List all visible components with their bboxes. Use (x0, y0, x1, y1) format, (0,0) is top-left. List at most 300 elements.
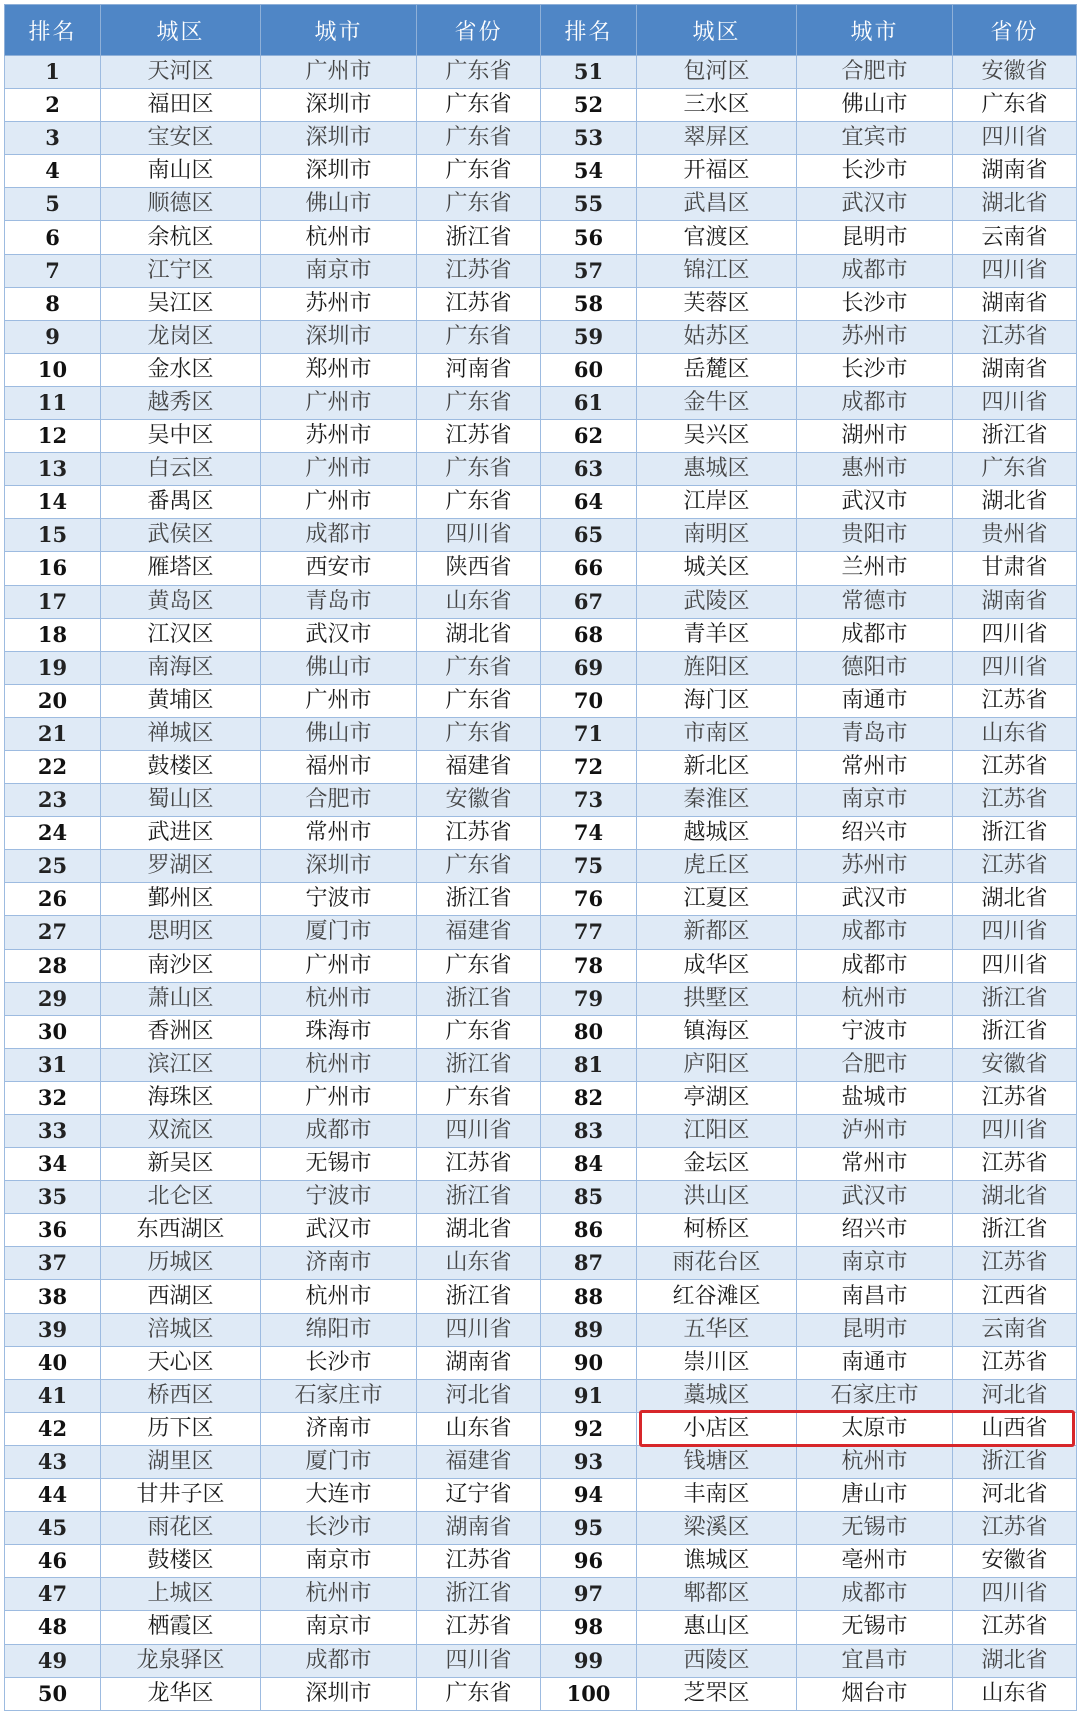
cell-city-right: 杭州市 (797, 1445, 953, 1478)
cell-province-right: 广东省 (953, 89, 1077, 122)
cell-rank-left: 10 (5, 353, 101, 386)
cell-province-left: 江苏省 (417, 817, 541, 850)
cell-rank-left: 45 (5, 1512, 101, 1545)
cell-province-left: 广东省 (417, 1081, 541, 1114)
cell-district-left: 天心区 (101, 1346, 261, 1379)
cell-district-left: 南海区 (101, 651, 261, 684)
cell-district-right: 江阳区 (637, 1115, 797, 1148)
cell-province-left: 广东省 (417, 188, 541, 221)
table-row (5, 1247, 1077, 1280)
cell-city-right: 德阳市 (797, 651, 953, 684)
cell-province-right: 四川省 (953, 1115, 1077, 1148)
table-row (5, 916, 1077, 949)
cell-district-left: 历城区 (101, 1247, 261, 1280)
cell-province-left: 广东省 (417, 949, 541, 982)
cell-city-right: 成都市 (797, 949, 953, 982)
cell-district-left: 金水区 (101, 353, 261, 386)
cell-province-right: 江西省 (953, 1280, 1077, 1313)
cell-district-left: 桥西区 (101, 1379, 261, 1412)
cell-city-right: 无锡市 (797, 1611, 953, 1644)
cell-city-right: 宜宾市 (797, 122, 953, 155)
cell-province-left: 浙江省 (417, 1280, 541, 1313)
cell-city-right: 成都市 (797, 254, 953, 287)
table-row (5, 1081, 1077, 1114)
cell-province-left: 广东省 (417, 386, 541, 419)
cell-rank-right: 68 (541, 618, 637, 651)
cell-city-left: 深圳市 (261, 155, 417, 188)
cell-rank-left: 50 (5, 1677, 101, 1710)
cell-district-right: 三水区 (637, 89, 797, 122)
table-row (5, 1313, 1077, 1346)
cell-city-left: 成都市 (261, 1644, 417, 1677)
cell-province-left: 浙江省 (417, 883, 541, 916)
cell-city-right: 合肥市 (797, 56, 953, 89)
table-row (5, 817, 1077, 850)
cell-district-right: 官渡区 (637, 221, 797, 254)
cell-rank-right: 67 (541, 585, 637, 618)
cell-city-left: 广州市 (261, 684, 417, 717)
cell-district-right: 藁城区 (637, 1379, 797, 1412)
cell-province-right: 湖北省 (953, 883, 1077, 916)
cell-province-right: 四川省 (953, 651, 1077, 684)
table-row (5, 155, 1077, 188)
cell-city-right: 石家庄市 (797, 1379, 953, 1412)
cell-district-right: 芝罘区 (637, 1677, 797, 1710)
cell-province-left: 湖南省 (417, 1346, 541, 1379)
cell-rank-right: 96 (541, 1545, 637, 1578)
cell-rank-left: 33 (5, 1115, 101, 1148)
cell-district-left: 龙华区 (101, 1677, 261, 1710)
cell-district-left: 龙泉驿区 (101, 1644, 261, 1677)
cell-city-right: 长沙市 (797, 155, 953, 188)
cell-rank-left: 21 (5, 717, 101, 750)
cell-rank-right: 69 (541, 651, 637, 684)
cell-city-right: 贵阳市 (797, 519, 953, 552)
table-row (5, 1578, 1077, 1611)
cell-province-right: 浙江省 (953, 1445, 1077, 1478)
cell-rank-right: 86 (541, 1214, 637, 1247)
cell-province-right: 山东省 (953, 1677, 1077, 1710)
table-row (5, 287, 1077, 320)
table-row (5, 1379, 1077, 1412)
cell-province-right: 安徽省 (953, 1048, 1077, 1081)
cell-city-left: 佛山市 (261, 717, 417, 750)
cell-city-left: 杭州市 (261, 982, 417, 1015)
cell-rank-left: 5 (5, 188, 101, 221)
cell-rank-right: 80 (541, 1015, 637, 1048)
header-district-right: 城区 (637, 5, 797, 56)
cell-rank-left: 44 (5, 1479, 101, 1512)
cell-district-left: 吴中区 (101, 420, 261, 453)
cell-city-left: 常州市 (261, 817, 417, 850)
cell-city-right: 成都市 (797, 618, 953, 651)
cell-city-right: 常州市 (797, 1148, 953, 1181)
cell-province-left: 浙江省 (417, 1048, 541, 1081)
table-row (5, 122, 1077, 155)
cell-district-left: 禅城区 (101, 717, 261, 750)
cell-district-left: 新吴区 (101, 1148, 261, 1181)
header-row (5, 5, 1077, 56)
cell-province-left: 广东省 (417, 1677, 541, 1710)
cell-province-left: 江苏省 (417, 1611, 541, 1644)
cell-city-left: 无锡市 (261, 1148, 417, 1181)
cell-province-right: 四川省 (953, 386, 1077, 419)
table-row (5, 89, 1077, 122)
cell-city-left: 武汉市 (261, 618, 417, 651)
cell-district-right: 成华区 (637, 949, 797, 982)
cell-city-left: 广州市 (261, 386, 417, 419)
cell-rank-left: 49 (5, 1644, 101, 1677)
cell-district-right: 南明区 (637, 519, 797, 552)
cell-rank-right: 57 (541, 254, 637, 287)
cell-district-right: 江夏区 (637, 883, 797, 916)
table-row (5, 56, 1077, 89)
cell-city-left: 宁波市 (261, 1181, 417, 1214)
cell-city-left: 杭州市 (261, 221, 417, 254)
cell-district-right: 郫都区 (637, 1578, 797, 1611)
cell-city-left: 武汉市 (261, 1214, 417, 1247)
cell-rank-right: 93 (541, 1445, 637, 1478)
cell-district-right: 五华区 (637, 1313, 797, 1346)
cell-district-right: 岳麓区 (637, 353, 797, 386)
cell-district-left: 东西湖区 (101, 1214, 261, 1247)
cell-rank-right: 76 (541, 883, 637, 916)
cell-rank-left: 38 (5, 1280, 101, 1313)
cell-rank-left: 17 (5, 585, 101, 618)
cell-district-right: 城关区 (637, 552, 797, 585)
district-ranking-table (4, 4, 1077, 1711)
table-row (5, 519, 1077, 552)
table-row (5, 486, 1077, 519)
cell-district-left: 萧山区 (101, 982, 261, 1015)
cell-rank-right: 87 (541, 1247, 637, 1280)
cell-district-left: 余杭区 (101, 221, 261, 254)
cell-rank-right: 70 (541, 684, 637, 717)
cell-province-right: 湖北省 (953, 486, 1077, 519)
table-row (5, 1445, 1077, 1478)
cell-rank-left: 27 (5, 916, 101, 949)
cell-rank-right: 61 (541, 386, 637, 419)
cell-province-left: 广东省 (417, 155, 541, 188)
cell-city-right: 武汉市 (797, 1181, 953, 1214)
table-row (5, 320, 1077, 353)
cell-rank-left: 41 (5, 1379, 101, 1412)
cell-province-left: 广东省 (417, 320, 541, 353)
cell-rank-right: 51 (541, 56, 637, 89)
cell-district-left: 黄岛区 (101, 585, 261, 618)
cell-city-right: 亳州市 (797, 1545, 953, 1578)
table-row (5, 453, 1077, 486)
cell-rank-left: 9 (5, 320, 101, 353)
cell-district-right: 小店区 (637, 1412, 797, 1445)
cell-rank-left: 35 (5, 1181, 101, 1214)
cell-province-right: 湖北省 (953, 1644, 1077, 1677)
cell-city-right: 佛山市 (797, 89, 953, 122)
table-row (5, 1611, 1077, 1644)
table-row (5, 1115, 1077, 1148)
cell-province-left: 江苏省 (417, 287, 541, 320)
cell-city-right: 成都市 (797, 386, 953, 419)
header-province-left: 省份 (417, 5, 541, 56)
cell-district-left: 思明区 (101, 916, 261, 949)
cell-district-left: 吴江区 (101, 287, 261, 320)
cell-rank-right: 82 (541, 1081, 637, 1114)
cell-city-right: 宁波市 (797, 1015, 953, 1048)
cell-rank-left: 13 (5, 453, 101, 486)
cell-district-right: 虎丘区 (637, 850, 797, 883)
cell-district-left: 海珠区 (101, 1081, 261, 1114)
cell-city-left: 广州市 (261, 949, 417, 982)
cell-district-left: 涪城区 (101, 1313, 261, 1346)
cell-province-right: 云南省 (953, 1313, 1077, 1346)
cell-rank-left: 36 (5, 1214, 101, 1247)
cell-district-left: 历下区 (101, 1412, 261, 1445)
cell-district-left: 顺德区 (101, 188, 261, 221)
cell-rank-left: 34 (5, 1148, 101, 1181)
cell-province-left: 广东省 (417, 56, 541, 89)
cell-district-right: 包河区 (637, 56, 797, 89)
cell-city-right: 昆明市 (797, 221, 953, 254)
cell-city-right: 苏州市 (797, 850, 953, 883)
cell-rank-left: 15 (5, 519, 101, 552)
cell-province-left: 广东省 (417, 453, 541, 486)
cell-district-right: 红谷滩区 (637, 1280, 797, 1313)
cell-province-left: 浙江省 (417, 1578, 541, 1611)
cell-rank-right: 94 (541, 1479, 637, 1512)
cell-province-left: 福建省 (417, 1445, 541, 1478)
cell-city-left: 珠海市 (261, 1015, 417, 1048)
cell-city-left: 苏州市 (261, 420, 417, 453)
cell-rank-left: 23 (5, 784, 101, 817)
cell-province-right: 河北省 (953, 1379, 1077, 1412)
table-row (5, 353, 1077, 386)
cell-province-left: 河南省 (417, 353, 541, 386)
cell-rank-left: 43 (5, 1445, 101, 1478)
cell-city-left: 深圳市 (261, 122, 417, 155)
cell-province-left: 江苏省 (417, 1545, 541, 1578)
cell-rank-left: 25 (5, 850, 101, 883)
cell-city-right: 宜昌市 (797, 1644, 953, 1677)
cell-rank-left: 1 (5, 56, 101, 89)
cell-city-left: 郑州市 (261, 353, 417, 386)
cell-rank-right: 59 (541, 320, 637, 353)
cell-province-left: 浙江省 (417, 221, 541, 254)
cell-city-left: 杭州市 (261, 1048, 417, 1081)
table-row (5, 188, 1077, 221)
table-row (5, 651, 1077, 684)
cell-province-left: 湖北省 (417, 618, 541, 651)
cell-district-right: 谯城区 (637, 1545, 797, 1578)
cell-district-left: 滨江区 (101, 1048, 261, 1081)
table-row (5, 552, 1077, 585)
cell-rank-right: 83 (541, 1115, 637, 1148)
cell-province-right: 甘肃省 (953, 552, 1077, 585)
cell-rank-right: 84 (541, 1148, 637, 1181)
cell-rank-right: 92 (541, 1412, 637, 1445)
cell-province-left: 山东省 (417, 585, 541, 618)
cell-district-left: 宝安区 (101, 122, 261, 155)
cell-city-left: 深圳市 (261, 320, 417, 353)
cell-city-left: 广州市 (261, 56, 417, 89)
cell-province-left: 广东省 (417, 89, 541, 122)
cell-rank-left: 31 (5, 1048, 101, 1081)
cell-rank-right: 53 (541, 122, 637, 155)
cell-rank-left: 2 (5, 89, 101, 122)
cell-district-left: 双流区 (101, 1115, 261, 1148)
table-row (5, 750, 1077, 783)
cell-province-left: 福建省 (417, 916, 541, 949)
cell-rank-right: 55 (541, 188, 637, 221)
cell-district-right: 江岸区 (637, 486, 797, 519)
cell-district-right: 雨花台区 (637, 1247, 797, 1280)
cell-province-left: 山东省 (417, 1247, 541, 1280)
cell-province-left: 辽宁省 (417, 1479, 541, 1512)
cell-city-left: 佛山市 (261, 651, 417, 684)
cell-district-left: 香洲区 (101, 1015, 261, 1048)
cell-province-right: 浙江省 (953, 420, 1077, 453)
cell-district-left: 龙岗区 (101, 320, 261, 353)
cell-city-left: 深圳市 (261, 850, 417, 883)
cell-city-left: 绵阳市 (261, 1313, 417, 1346)
header-rank-left: 排名 (5, 5, 101, 56)
cell-rank-left: 42 (5, 1412, 101, 1445)
cell-district-left: 越秀区 (101, 386, 261, 419)
cell-city-right: 杭州市 (797, 982, 953, 1015)
header-city-left: 城市 (261, 5, 417, 56)
cell-city-left: 济南市 (261, 1412, 417, 1445)
table-row (5, 1545, 1077, 1578)
cell-province-right: 江苏省 (953, 1346, 1077, 1379)
cell-rank-left: 12 (5, 420, 101, 453)
cell-province-right: 四川省 (953, 916, 1077, 949)
cell-province-right: 江苏省 (953, 1247, 1077, 1280)
table-row (5, 1214, 1077, 1247)
cell-rank-right: 89 (541, 1313, 637, 1346)
cell-province-left: 四川省 (417, 1115, 541, 1148)
table-row (5, 1048, 1077, 1081)
cell-province-right: 广东省 (953, 453, 1077, 486)
cell-rank-left: 47 (5, 1578, 101, 1611)
table-row (5, 1346, 1077, 1379)
cell-district-right: 吴兴区 (637, 420, 797, 453)
cell-district-left: 西湖区 (101, 1280, 261, 1313)
cell-rank-right: 77 (541, 916, 637, 949)
cell-city-left: 广州市 (261, 453, 417, 486)
cell-district-right: 秦淮区 (637, 784, 797, 817)
cell-district-left: 湖里区 (101, 1445, 261, 1478)
cell-district-left: 栖霞区 (101, 1611, 261, 1644)
cell-rank-right: 88 (541, 1280, 637, 1313)
cell-rank-left: 16 (5, 552, 101, 585)
cell-district-left: 雨花区 (101, 1512, 261, 1545)
cell-district-right: 惠山区 (637, 1611, 797, 1644)
cell-rank-left: 28 (5, 949, 101, 982)
cell-city-left: 杭州市 (261, 1578, 417, 1611)
cell-province-left: 浙江省 (417, 982, 541, 1015)
cell-rank-right: 66 (541, 552, 637, 585)
table-row (5, 1644, 1077, 1677)
cell-district-left: 天河区 (101, 56, 261, 89)
cell-district-right: 西陵区 (637, 1644, 797, 1677)
cell-province-right: 安徽省 (953, 56, 1077, 89)
cell-district-right: 开福区 (637, 155, 797, 188)
cell-district-right: 芙蓉区 (637, 287, 797, 320)
cell-district-left: 雁塔区 (101, 552, 261, 585)
cell-province-left: 安徽省 (417, 784, 541, 817)
cell-city-right: 南京市 (797, 1247, 953, 1280)
cell-city-left: 长沙市 (261, 1346, 417, 1379)
cell-province-right: 湖南省 (953, 585, 1077, 618)
cell-province-left: 四川省 (417, 1644, 541, 1677)
cell-rank-right: 54 (541, 155, 637, 188)
cell-district-right: 翠屏区 (637, 122, 797, 155)
cell-province-left: 广东省 (417, 684, 541, 717)
table-row (5, 254, 1077, 287)
cell-district-right: 洪山区 (637, 1181, 797, 1214)
cell-city-right: 昆明市 (797, 1313, 953, 1346)
cell-district-left: 鄞州区 (101, 883, 261, 916)
cell-district-right: 武昌区 (637, 188, 797, 221)
cell-rank-right: 58 (541, 287, 637, 320)
cell-province-left: 河北省 (417, 1379, 541, 1412)
cell-district-right: 镇海区 (637, 1015, 797, 1048)
cell-city-right: 兰州市 (797, 552, 953, 585)
cell-district-right: 惠城区 (637, 453, 797, 486)
cell-rank-left: 40 (5, 1346, 101, 1379)
cell-city-left: 宁波市 (261, 883, 417, 916)
cell-rank-left: 30 (5, 1015, 101, 1048)
cell-district-left: 福田区 (101, 89, 261, 122)
cell-province-left: 广东省 (417, 122, 541, 155)
cell-city-right: 南通市 (797, 684, 953, 717)
cell-city-right: 盐城市 (797, 1081, 953, 1114)
cell-city-left: 成都市 (261, 519, 417, 552)
cell-province-right: 安徽省 (953, 1545, 1077, 1578)
cell-district-left: 江汉区 (101, 618, 261, 651)
cell-rank-right: 97 (541, 1578, 637, 1611)
cell-district-left: 江宁区 (101, 254, 261, 287)
cell-province-right: 江苏省 (953, 1512, 1077, 1545)
cell-city-right: 南昌市 (797, 1280, 953, 1313)
cell-province-left: 江苏省 (417, 1148, 541, 1181)
cell-city-right: 武汉市 (797, 883, 953, 916)
cell-district-right: 越城区 (637, 817, 797, 850)
cell-rank-left: 29 (5, 982, 101, 1015)
cell-city-right: 成都市 (797, 1578, 953, 1611)
cell-province-right: 四川省 (953, 949, 1077, 982)
table-row (5, 717, 1077, 750)
table-row (5, 1677, 1077, 1710)
table-row (5, 1512, 1077, 1545)
table-row (5, 1280, 1077, 1313)
cell-province-right: 湖南省 (953, 287, 1077, 320)
cell-district-right: 青羊区 (637, 618, 797, 651)
cell-city-left: 苏州市 (261, 287, 417, 320)
cell-city-left: 长沙市 (261, 1512, 417, 1545)
cell-province-right: 浙江省 (953, 982, 1077, 1015)
table-row (5, 618, 1077, 651)
cell-province-right: 江苏省 (953, 750, 1077, 783)
cell-rank-right: 63 (541, 453, 637, 486)
cell-city-right: 南通市 (797, 1346, 953, 1379)
header-province-right: 省份 (953, 5, 1077, 56)
cell-city-right: 成都市 (797, 916, 953, 949)
cell-province-right: 湖南省 (953, 155, 1077, 188)
cell-rank-right: 78 (541, 949, 637, 982)
cell-rank-left: 19 (5, 651, 101, 684)
cell-district-left: 甘井子区 (101, 1479, 261, 1512)
cell-rank-right: 95 (541, 1512, 637, 1545)
